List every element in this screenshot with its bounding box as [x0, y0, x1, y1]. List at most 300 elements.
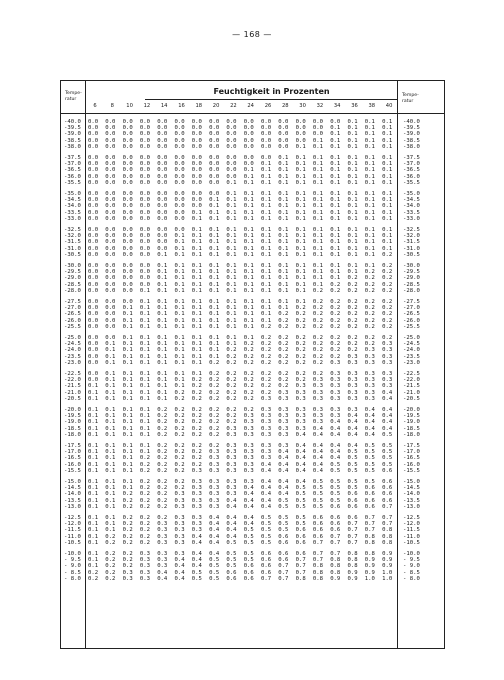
value-cell: 0.3 [364, 359, 375, 366]
value-cell: 0.2 [226, 407, 237, 413]
value-cell: 0.1 [157, 299, 168, 305]
value-cell: 0.5 [347, 461, 358, 468]
value-cell: 0.4 [278, 491, 289, 498]
value-cell: 0.2 [312, 305, 323, 312]
value-cell: 0.0 [105, 137, 116, 144]
value-cell: 0.2 [174, 467, 185, 474]
value-cell: 0.3 [364, 395, 375, 402]
temperature-cell: -33.5 [64, 209, 81, 216]
value-cell: 0.2 [364, 341, 375, 348]
value-cell: 0.1 [191, 263, 202, 269]
value-cell: 0.5 [261, 539, 272, 546]
temperature-cell: -10.5 [64, 539, 81, 546]
temperature-cell-right: -21.0 [403, 389, 420, 396]
value-cell: 0.2 [312, 347, 323, 354]
value-cell: 0.2 [243, 347, 254, 354]
value-cell: 0.2 [226, 359, 237, 366]
value-cell: 0.1 [105, 515, 116, 521]
value-cell: 0.1 [191, 215, 202, 222]
value-cell: 0.1 [122, 335, 133, 341]
value-cell: 0.1 [295, 143, 306, 150]
value-cell: 0.4 [330, 419, 341, 426]
temperature-cell-right: -12.5 [403, 515, 420, 521]
value-cell: 0.3 [243, 449, 254, 456]
value-cell: 0.1 [347, 209, 358, 216]
value-cell: 0.1 [157, 305, 168, 312]
value-cell: 0.4 [312, 431, 323, 438]
value-cell: 0.1 [88, 497, 99, 504]
value-cell: 0.1 [209, 269, 220, 276]
value-cell: 0.1 [157, 323, 168, 330]
value-cell: 0.1 [226, 275, 237, 282]
value-cell: 0.0 [139, 209, 150, 216]
value-cell: 0.0 [122, 197, 133, 204]
value-cell: 0.1 [261, 161, 272, 168]
value-cell: 0.3 [347, 389, 358, 396]
value-cell: 0.1 [295, 215, 306, 222]
value-cell: 0.0 [295, 137, 306, 144]
value-cell: 0.1 [261, 305, 272, 312]
value-cell: 0.1 [312, 137, 323, 144]
value-cell: 0.0 [88, 197, 99, 204]
value-cell: 0.1 [88, 395, 99, 402]
value-cell: 0.3 [226, 467, 237, 474]
value-cell: 0.1 [226, 245, 237, 252]
value-cell: 0.0 [261, 119, 272, 125]
value-cell: 0.5 [278, 497, 289, 504]
value-cell: 0.1 [278, 269, 289, 276]
temperature-cell-right: -36.0 [403, 173, 420, 180]
value-cell: 0.2 [174, 395, 185, 402]
value-cell: 0.2 [88, 575, 99, 582]
value-cell: 0.2 [382, 305, 393, 312]
value-cell: 0.0 [174, 143, 185, 150]
value-cell: 0.1 [139, 449, 150, 456]
value-cell: 0.3 [243, 425, 254, 432]
value-cell: 0.1 [174, 353, 185, 360]
value-cell: 0.1 [226, 281, 237, 288]
value-cell: 0.1 [278, 227, 289, 233]
value-cell: 0.2 [191, 377, 202, 384]
value-cell: 0.2 [226, 419, 237, 426]
value-cell: 0.0 [191, 191, 202, 197]
value-cell: 0.5 [382, 443, 393, 449]
temperature-cell-right: -32.0 [403, 233, 420, 240]
value-cell: 0.1 [243, 305, 254, 312]
value-cell: 0.2 [174, 419, 185, 426]
value-cell: 0.1 [122, 323, 133, 330]
value-cell: 0.2 [330, 305, 341, 312]
value-cell: 0.1 [278, 191, 289, 197]
value-cell: 0.2 [364, 317, 375, 324]
value-cell: 0.1 [105, 449, 116, 456]
table-title: Feuchtigkeit in Prozenten [213, 87, 330, 96]
value-cell: 0.1 [295, 233, 306, 240]
value-cell: 0.1 [174, 377, 185, 384]
value-cell: 0.1 [226, 191, 237, 197]
temperature-cell: -19.0 [64, 419, 81, 426]
value-cell: 0.3 [347, 353, 358, 360]
value-cell: 0.0 [243, 137, 254, 144]
value-cell: 0.4 [243, 521, 254, 528]
value-cell: 0.7 [364, 515, 375, 521]
value-cell: 0.1 [261, 215, 272, 222]
value-cell: 0.1 [209, 263, 220, 269]
value-cell: 0.1 [226, 323, 237, 330]
temperature-cell: -12.5 [64, 515, 81, 521]
value-cell: 0.2 [191, 413, 202, 420]
value-cell: 0.1 [174, 281, 185, 288]
value-cell: 0.1 [105, 479, 116, 485]
value-cell: 0.1 [88, 467, 99, 474]
temperature-cell: -13.5 [64, 497, 81, 504]
value-cell: 0.1 [139, 287, 150, 294]
value-cell: 0.2 [139, 503, 150, 510]
temperature-cell: -25.0 [64, 335, 81, 341]
temperature-cell-right: -29.0 [403, 275, 420, 282]
temperature-cell-right: -14.0 [403, 491, 420, 498]
value-cell: 0.0 [105, 227, 116, 233]
value-cell: 0.2 [278, 353, 289, 360]
temperature-cell-right: - 8.5 [403, 569, 420, 576]
value-cell: 0.3 [157, 551, 168, 557]
value-cell: 0.0 [88, 347, 99, 354]
temperature-cell: -13.0 [64, 503, 81, 510]
temperature-cell: -39.0 [64, 131, 81, 138]
value-cell: 0.2 [174, 455, 185, 462]
value-cell: 0.1 [278, 281, 289, 288]
value-cell: 0.1 [278, 239, 289, 246]
temperature-cell: -25.5 [64, 323, 81, 330]
value-cell: 0.1 [347, 227, 358, 233]
value-cell: 0.0 [139, 119, 150, 125]
value-cell: 0.0 [191, 125, 202, 132]
value-cell: 0.1 [226, 209, 237, 216]
value-cell: 0.1 [105, 503, 116, 510]
value-cell: 0.1 [139, 335, 150, 341]
value-cell: 0.2 [174, 413, 185, 420]
value-cell: 0.1 [312, 215, 323, 222]
value-cell: 0.1 [330, 245, 341, 252]
value-cell: 0.7 [347, 527, 358, 534]
value-cell: 0.1 [191, 359, 202, 366]
value-cell: 0.1 [261, 269, 272, 276]
value-cell: 0.4 [261, 485, 272, 492]
value-cell: 0.1 [347, 173, 358, 180]
value-cell: 0.0 [278, 131, 289, 138]
temperature-cell: -28.5 [64, 281, 81, 288]
value-cell: 0.1 [330, 125, 341, 132]
value-cell: 0.1 [157, 335, 168, 341]
value-cell: 0.0 [105, 215, 116, 222]
value-cell: 0.2 [174, 485, 185, 492]
value-cell: 0.0 [122, 215, 133, 222]
value-cell: 0.1 [226, 335, 237, 341]
value-cell: 0.0 [105, 311, 116, 318]
value-cell: 0.0 [174, 215, 185, 222]
value-cell: 0.6 [382, 479, 393, 485]
temperature-cell: - 9.5 [64, 557, 81, 564]
column-header: 40 [385, 103, 393, 109]
value-cell: 0.6 [364, 491, 375, 498]
value-cell: 0.1 [382, 179, 393, 186]
value-cell: 0.0 [122, 173, 133, 180]
value-cell: 0.1 [382, 197, 393, 204]
value-cell: 0.1 [139, 371, 150, 377]
value-cell: 0.1 [88, 431, 99, 438]
value-cell: 0.0 [88, 371, 99, 377]
value-cell: 0.2 [312, 335, 323, 341]
value-cell: 0.1 [157, 281, 168, 288]
value-cell: 0.1 [157, 371, 168, 377]
value-cell: 0.0 [139, 239, 150, 246]
value-cell: 0.1 [157, 389, 168, 396]
value-cell: 0.2 [295, 323, 306, 330]
value-cell: 0.2 [174, 449, 185, 456]
value-cell: 0.1 [139, 389, 150, 396]
value-cell: 0.0 [139, 191, 150, 197]
value-cell: 0.4 [330, 443, 341, 449]
value-cell: 0.2 [278, 323, 289, 330]
value-cell: 0.0 [105, 263, 116, 269]
value-cell: 0.0 [191, 119, 202, 125]
value-cell: 0.0 [88, 269, 99, 276]
value-cell: 0.1 [174, 359, 185, 366]
value-cell: 0.2 [122, 521, 133, 528]
value-cell: 0.1 [122, 371, 133, 377]
value-cell: 0.7 [364, 527, 375, 534]
temperature-cell: -17.5 [64, 443, 81, 449]
temperature-cell: -22.5 [64, 371, 81, 377]
value-cell: 0.1 [157, 341, 168, 348]
value-cell: 0.5 [295, 515, 306, 521]
value-cell: 0.5 [295, 521, 306, 528]
value-cell: 0.1 [174, 245, 185, 252]
value-cell: 0.0 [105, 269, 116, 276]
value-cell: 0.3 [243, 467, 254, 474]
value-cell: 0.0 [209, 131, 220, 138]
value-cell: 0.4 [295, 443, 306, 449]
value-cell: 0.7 [278, 563, 289, 570]
value-cell: 0.4 [382, 407, 393, 413]
value-cell: 0.4 [174, 569, 185, 576]
value-cell: 0.1 [139, 431, 150, 438]
value-cell: 0.2 [295, 311, 306, 318]
value-cell: 0.2 [191, 455, 202, 462]
value-cell: 0.1 [88, 413, 99, 420]
value-cell: 0.1 [88, 443, 99, 449]
value-cell: 0.2 [157, 503, 168, 510]
value-cell: 0.0 [157, 197, 168, 204]
value-cell: 0.3 [312, 383, 323, 390]
value-cell: 0.2 [295, 317, 306, 324]
value-cell: 0.0 [295, 131, 306, 138]
value-cell: 0.1 [191, 269, 202, 276]
temperature-cell: -14.0 [64, 491, 81, 498]
value-cell: 0.1 [243, 197, 254, 204]
value-cell: 0.2 [226, 413, 237, 420]
value-cell: 0.4 [243, 515, 254, 521]
value-cell: 0.1 [226, 227, 237, 233]
value-cell: 0.1 [347, 143, 358, 150]
value-cell: 0.3 [243, 413, 254, 420]
temperature-cell: -11.0 [64, 533, 81, 540]
value-cell: 0.1 [105, 407, 116, 413]
value-cell: 0.2 [191, 431, 202, 438]
value-cell: 0.2 [209, 359, 220, 366]
value-cell: 0.0 [105, 161, 116, 168]
value-cell: 0.2 [347, 275, 358, 282]
value-cell: 0.1 [347, 155, 358, 161]
value-cell: 0.5 [243, 551, 254, 557]
value-cell: 0.1 [191, 323, 202, 330]
value-cell: 0.3 [261, 449, 272, 456]
value-cell: 0.2 [243, 371, 254, 377]
value-cell: 0.7 [382, 515, 393, 521]
temperature-cell: -23.5 [64, 353, 81, 360]
value-cell: 0.1 [364, 245, 375, 252]
value-cell: 0.7 [278, 569, 289, 576]
value-cell: 0.1 [295, 227, 306, 233]
value-cell: 0.5 [364, 467, 375, 474]
temperature-cell-right: -22.0 [403, 377, 420, 384]
value-cell: 0.0 [105, 119, 116, 125]
value-cell: 0.0 [278, 119, 289, 125]
value-cell: 0.5 [347, 467, 358, 474]
value-cell: 0.0 [122, 227, 133, 233]
value-cell: 0.6 [243, 575, 254, 582]
value-cell: 0.2 [139, 455, 150, 462]
value-cell: 0.2 [312, 353, 323, 360]
value-cell: 0.3 [312, 407, 323, 413]
value-cell: 0.0 [278, 125, 289, 132]
value-cell: 0.2 [139, 521, 150, 528]
value-cell: 0.4 [278, 467, 289, 474]
value-cell: 0.3 [261, 455, 272, 462]
value-cell: 0.3 [191, 485, 202, 492]
value-cell: 0.3 [226, 479, 237, 485]
value-cell: 0.3 [382, 353, 393, 360]
value-cell: 0.5 [278, 527, 289, 534]
value-cell: 0.2 [364, 281, 375, 288]
value-cell: 0.1 [209, 233, 220, 240]
temperature-cell-right: -13.5 [403, 497, 420, 504]
value-cell: 0.0 [243, 119, 254, 125]
value-cell: 0.1 [226, 179, 237, 186]
value-cell: 0.5 [347, 449, 358, 456]
temperature-cell-right: -11.5 [403, 527, 420, 534]
value-cell: 0.0 [122, 179, 133, 186]
value-cell: 0.1 [174, 335, 185, 341]
value-cell: 0.1 [295, 203, 306, 210]
value-cell: 0.1 [382, 143, 393, 150]
value-cell: 0.0 [105, 197, 116, 204]
temp-header-left: Tempe- ratur [65, 91, 82, 102]
value-cell: 0.0 [122, 143, 133, 150]
value-cell: 0.1 [243, 239, 254, 246]
temperature-cell-right: -25.5 [403, 323, 420, 330]
value-cell: 0.4 [209, 551, 220, 557]
value-cell: 0.1 [174, 323, 185, 330]
value-cell: 0.5 [243, 527, 254, 534]
value-cell: 0.2 [122, 491, 133, 498]
value-cell: 0.1 [139, 425, 150, 432]
value-cell: 0.0 [174, 131, 185, 138]
value-cell: 0.4 [243, 503, 254, 510]
value-cell: 0.0 [191, 137, 202, 144]
temperature-cell-right: -11.0 [403, 533, 420, 540]
value-cell: 0.1 [139, 419, 150, 426]
value-cell: 0.0 [122, 203, 133, 210]
value-cell: 0.1 [382, 239, 393, 246]
value-cell: 0.3 [312, 413, 323, 420]
temperature-cell: -16.5 [64, 455, 81, 462]
value-cell: 0.1 [312, 173, 323, 180]
value-cell: 0.3 [382, 341, 393, 348]
value-cell: 0.3 [278, 425, 289, 432]
value-cell: 0.6 [261, 557, 272, 564]
value-cell: 0.0 [88, 341, 99, 348]
value-cell: 0.1 [382, 233, 393, 240]
value-cell: 0.1 [105, 521, 116, 528]
value-cell: 0.2 [278, 317, 289, 324]
value-cell: 0.3 [209, 479, 220, 485]
value-cell: 0.1 [191, 281, 202, 288]
temperature-cell: -23.0 [64, 359, 81, 366]
value-cell: 0.0 [105, 173, 116, 180]
temperature-cell-right: -22.5 [403, 371, 420, 377]
value-cell: 0.3 [330, 407, 341, 413]
value-cell: 0.1 [278, 161, 289, 168]
value-cell: 0.1 [312, 203, 323, 210]
value-cell: 0.1 [105, 353, 116, 360]
humidity-table [60, 80, 445, 649]
value-cell: 0.1 [139, 383, 150, 390]
value-cell: 0.0 [105, 179, 116, 186]
value-cell: 0.1 [312, 155, 323, 161]
temperature-cell: -35.5 [64, 179, 81, 186]
value-cell: 0.4 [226, 521, 237, 528]
value-cell: 0.2 [347, 305, 358, 312]
value-cell: 0.2 [226, 395, 237, 402]
value-cell: 0.0 [174, 209, 185, 216]
value-cell: 0.5 [382, 461, 393, 468]
value-cell: 0.4 [261, 503, 272, 510]
value-cell: 0.1 [191, 341, 202, 348]
value-cell: 0.1 [209, 323, 220, 330]
value-cell: 0.1 [88, 407, 99, 413]
value-cell: 0.4 [243, 497, 254, 504]
value-cell: 0.0 [174, 155, 185, 161]
value-cell: 0.1 [88, 485, 99, 492]
value-cell: 0.0 [312, 131, 323, 138]
value-cell: 0.1 [139, 407, 150, 413]
value-cell: 0.2 [312, 341, 323, 348]
value-cell: 0.9 [347, 575, 358, 582]
value-cell: 0.3 [139, 551, 150, 557]
value-cell: 0.4 [191, 551, 202, 557]
value-cell: 0.6 [278, 551, 289, 557]
value-cell: 0.0 [191, 203, 202, 210]
value-cell: 0.3 [122, 575, 133, 582]
value-cell: 0.1 [122, 479, 133, 485]
value-cell: 0.4 [157, 575, 168, 582]
value-cell: 0.4 [191, 533, 202, 540]
value-cell: 0.1 [139, 311, 150, 318]
value-cell: 0.1 [312, 269, 323, 276]
temperature-cell-right: -30.0 [403, 263, 420, 269]
value-cell: 0.0 [105, 281, 116, 288]
